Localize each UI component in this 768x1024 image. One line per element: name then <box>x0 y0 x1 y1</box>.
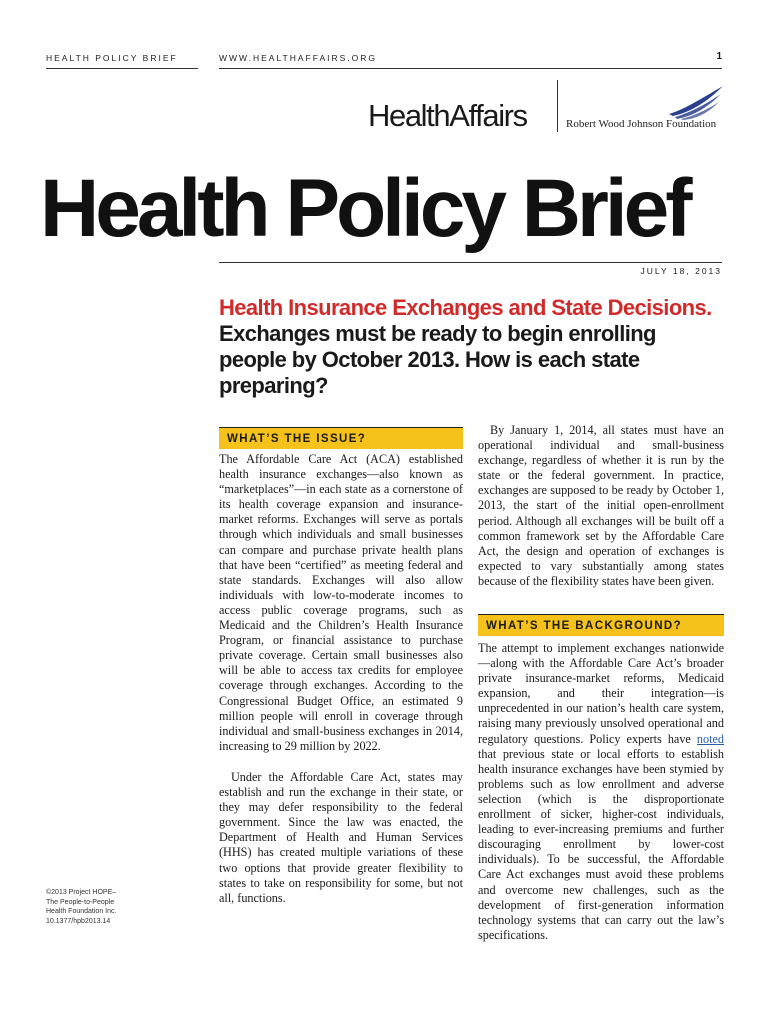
copyright-line: ©2013 Project HOPE– <box>46 889 117 896</box>
doi-line: 10.1377/hpb2013.14 <box>46 917 111 925</box>
logo-divider <box>557 80 558 132</box>
background-text-end: that previous state or local efforts to establish health insurance exchanges have been stymied by problems such as low enrollment and adverse selection (which is the disproportionate enrollment of sicker, higher-cost individuals, leading to ever-increasing premiums and further discouraging enrollment by lower-cost individuals). To be successful, the Affordable Care Act exchanges must avoid these problems and overcome new challenges, such as the development of first-generation information technology systems that can carry out the law’s specifications. <box>478 746 724 942</box>
headline-summary: Exchanges must be ready to begin enrolling people by October 2013. How is each state preparing? <box>219 321 656 398</box>
body-paragraph-issue-1: The Affordable Care Act (ACA) established health insurance exchanges—also known as “marketplaces”—in each state as a cornerstone of its health coverage expansion and insurance-market reforms. Exchanges will serve as portals through which individuals and small businesses can compare and purchase private health plans that have been “certified” as meeting federal and state standards. Exchanges will also allow individuals with low-to-moderate incomes to access public coverage programs, such as Medicaid and the Children’s Health Insurance Program, or financial assistance to purchase private coverage. Certain small businesses also will be able to access tax credits for employee coverage through exchanges. According to the Congressional Budget Office, an estimated 9 million people will enroll in coverage through individual and small-business exchanges in 2014, increasing to 29 million by 2022. <box>219 452 463 753</box>
page-number: 1 <box>716 51 722 62</box>
section-heading-issue: WHAT’S THE ISSUE? <box>219 427 463 449</box>
header-rule-left <box>46 68 198 69</box>
copyright-line: Health Foundation Inc. <box>46 908 117 915</box>
noted-link[interactable]: noted <box>696 731 724 746</box>
header-url-link[interactable]: WWW.HEALTHAFFAIRS.ORG <box>219 53 378 63</box>
header-rule-right <box>219 68 722 69</box>
background-text-start: The attempt to implement exchanges nationwide—along with the Affordable Care Act’s broader private insurance-market reforms, Medicaid expansion, and their integration—is unprecedented in our nation’s health care system, raising many previously unsolved operational and regulatory questions. Policy experts have <box>478 641 724 746</box>
date-rule <box>219 262 722 263</box>
header-label: HEALTH POLICY BRIEF <box>46 53 178 63</box>
copyright-line: The People-to-People <box>46 898 115 906</box>
body-paragraph-issue-3: By January 1, 2014, all states must have an operational individual and small-business exchange, regardless of whether it is run by the state or the federal government. In practice, exchanges are supposed to be ready by October 1, 2013, the start of the initial open-enrollment period. Although all exchanges will be built off a common framework set by the Affordable Care Act, the design and operation of exchanges is expected to vary substantially among states because of the flexibility states have been given. <box>478 423 724 588</box>
rwjf-bird-icon <box>665 84 725 120</box>
health-affairs-logo: HealthAffairs <box>368 98 527 133</box>
body-paragraph-issue-2: Under the Affordable Care Act, states may establish and run the exchange in their state, or they may defer responsibility to the federal government. Since the law was enacted, the Department of Health and Human Services (HHS) has created multiple variations of these two options that provide greater flexibility to states to take on responsibility for some, but not all, functions. <box>219 770 463 905</box>
headline-topic: Health Insurance Exchanges and State Decisions. <box>219 295 712 320</box>
page-title: Health Policy Brief <box>40 163 689 254</box>
section-heading-background: WHAT’S THE BACKGROUND? <box>478 614 724 636</box>
body-paragraph-background <box>478 641 724 943</box>
copyright-notice <box>46 888 166 926</box>
article-headline <box>219 295 724 399</box>
publication-date: JULY 18, 2013 <box>640 266 722 276</box>
rwjf-logo-text: Robert Wood Johnson Foundation <box>566 118 717 130</box>
